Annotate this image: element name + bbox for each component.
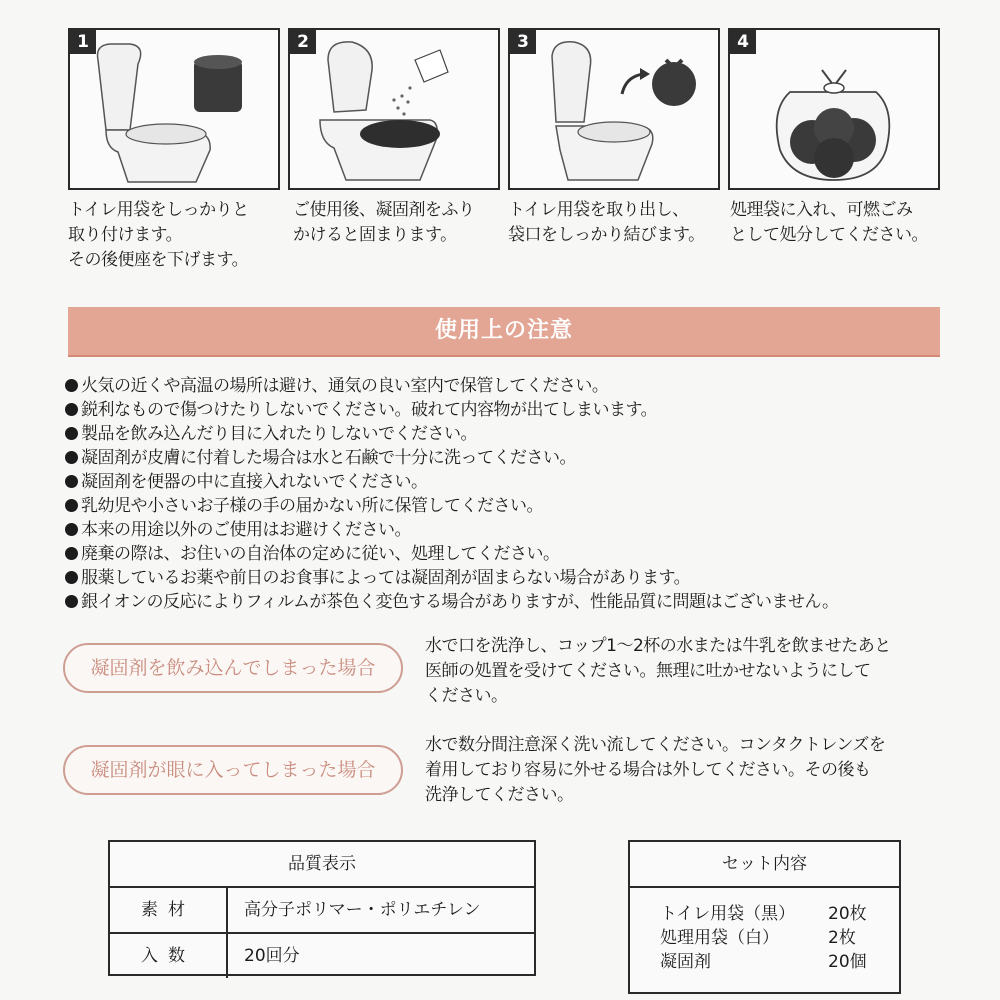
step-text-3: トイレ用袋を取り出し、 袋口をしっかり結びます。: [508, 200, 705, 245]
caution-text: 本来の用途以外のご使用はお避けください。: [81, 520, 411, 540]
toilet-with-black-bag-icon: [70, 30, 278, 188]
table-row: [110, 888, 534, 934]
step-panel-3: [508, 28, 720, 190]
list-item: [65, 518, 838, 542]
bullet-icon: [65, 547, 78, 560]
list-item: [660, 950, 900, 974]
step-number: 4: [730, 30, 756, 54]
list-item: [65, 494, 838, 518]
set-contents-box: [628, 840, 901, 994]
list-item: [65, 398, 838, 422]
list-item: [660, 926, 900, 950]
list-item: [65, 566, 838, 590]
bullet-icon: [65, 475, 78, 488]
bags-in-disposal-bag-icon: [730, 30, 938, 188]
quality-value: 20回分: [244, 946, 300, 966]
bullet-icon: [65, 571, 78, 584]
list-item: [65, 542, 838, 566]
list-item: [65, 590, 838, 614]
list-item: [65, 470, 838, 494]
set-item-name: 処理用袋（白）: [660, 928, 779, 948]
caution-text: 廃棄の際は、お住いの自治体の定めに従い、処理してください。: [81, 544, 560, 564]
toilet-removing-tied-bag-icon: [510, 30, 718, 188]
step-number: 3: [510, 30, 536, 54]
caution-text: 製品を飲み込んだり目に入れたりしないでください。: [81, 424, 477, 444]
caution-text: 乳幼児や小さいお子様の手の届かない所に保管してください。: [81, 496, 543, 516]
caution-text: 凝固剤が皮膚に付着した場合は水と石鹸で十分に洗ってください。: [81, 448, 576, 468]
quality-table-title: 品質表示: [110, 842, 534, 888]
caution-text: 鋭利なもので傷つけたりしないでください。破れて内容物が出てしまいます。: [81, 400, 658, 420]
swallow-emergency-label: 凝固剤を飲み込んでしまった場合: [63, 643, 403, 693]
set-item-qty: 20枚: [828, 904, 867, 924]
bullet-icon: [65, 427, 78, 440]
swallow-emergency-text: 水で口を洗浄し、コップ1～2杯の水または牛乳を飲ませたあと 医師の処置を受けてください。無理に吐かせないようにして ください。: [425, 636, 891, 706]
eye-emergency-text: 水で数分間注意深く洗い流してください。コンタクトレンズを 着用しており容易に外せる場合は外してください。その後も 洗浄してください。: [425, 735, 886, 805]
bullet-icon: [65, 499, 78, 512]
caution-list: [65, 374, 838, 614]
set-item-name: 凝固剤: [660, 952, 711, 972]
list-item: [660, 902, 900, 926]
step-text-2: ご使用後、凝固剤をふり かけると固まります。: [293, 200, 475, 245]
set-item-qty: 20個: [828, 952, 867, 972]
quality-value: 高分子ポリマー・ポリエチレン: [244, 900, 481, 920]
step-number: 1: [70, 30, 96, 54]
toilet-sprinkling-coagulant-icon: [290, 30, 498, 188]
step-panel-2: [288, 28, 500, 190]
set-item-qty: 2枚: [828, 928, 856, 948]
set-item-name: トイレ用袋（黒）: [660, 904, 796, 924]
quality-label: 入数: [110, 934, 228, 978]
bullet-icon: [65, 523, 78, 536]
bullet-icon: [65, 595, 78, 608]
bullet-icon: [65, 403, 78, 416]
step-text-4: 処理袋に入れ、可燃ごみ として処分してください。: [730, 200, 928, 245]
set-contents-title: セット内容: [630, 842, 899, 888]
list-item: [65, 446, 838, 470]
caution-text: 火気の近くや高温の場所は避け、通気の良い室内で保管してください。: [81, 376, 609, 396]
caution-text: 銀イオンの反応によりフィルムが茶色く変色する場合がありますが、性能品質に問題はございません。: [81, 592, 839, 612]
bullet-icon: [65, 379, 78, 392]
set-contents-list: [660, 902, 900, 974]
eye-emergency-label: 凝固剤が眼に入ってしまった場合: [63, 745, 403, 795]
caution-banner: 使用上の注意: [68, 307, 940, 357]
caution-text: 服薬しているお薬や前日のお食事によっては凝固剤が固まらない場合があります。: [81, 568, 691, 588]
step-panel-4: [728, 28, 940, 190]
list-item: [65, 374, 838, 398]
step-panel-1: [68, 28, 280, 190]
step-number: 2: [290, 30, 316, 54]
quality-label: 素材: [110, 888, 228, 932]
list-item: [65, 422, 838, 446]
bullet-icon: [65, 451, 78, 464]
step-text-1: トイレ用袋をしっかりと 取り付けます。 その後便座を下げます。: [68, 200, 249, 270]
quality-table: [108, 840, 536, 976]
table-row: [110, 934, 534, 978]
caution-text: 凝固剤を便器の中に直接入れないでください。: [81, 472, 428, 492]
